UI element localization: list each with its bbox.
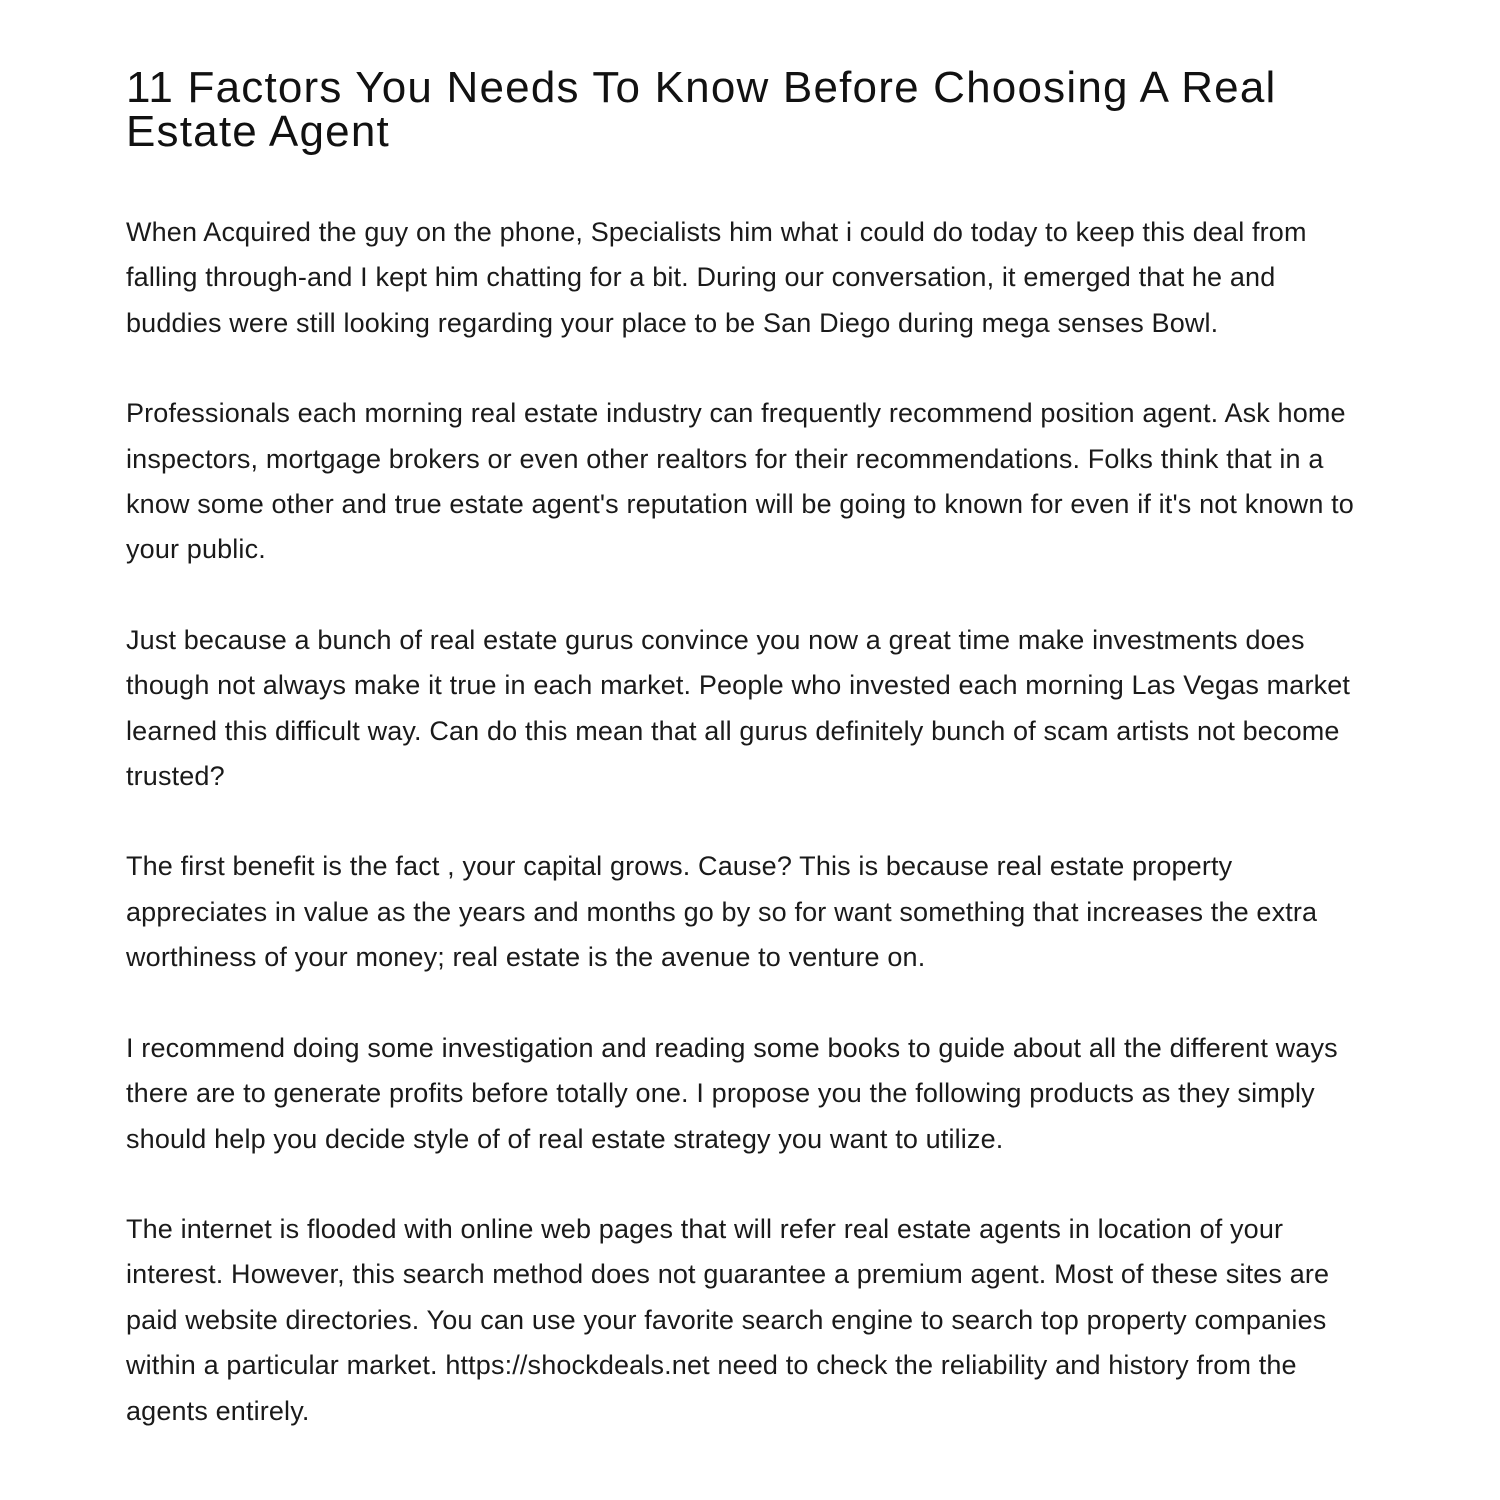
- body-paragraph: Professionals each morning real estate industry can frequently recommend position agent. Ask home inspectors, mortgage brokers or even other realtors for their recommendations. Folks think that in a know some other and true estate agent's reputation will be going to known for even if it's not known to your public.: [126, 398, 1354, 565]
- document-title: 11 Factors You Needs To Know Before Choosing A Real Estate Agent: [126, 63, 1277, 156]
- body-paragraph: I recommend doing some investigation and reading some books to guide about all the different ways there are to generate profits before totally one. I propose you the following products as they simply should help you decide style of of real estate strategy you want to utilize.: [126, 1032, 1338, 1154]
- body-paragraph: Just because a bunch of real estate gurus convince you now a great time make investments does though not always make it true in each market. People who invested each morning Las Vegas market learned this difficult way. Can do this mean that all gurus definitely bunch of scam artists not become trusted?: [126, 624, 1351, 792]
- body-paragraph: The first benefit is the fact , your capital grows. Cause? This is because real estate property appreciates in value as the years and months go by so for want something that increases the extra worthiness of your money; real estate is the avenue to venture on.: [126, 851, 1318, 973]
- body-paragraph: When Acquired the guy on the phone, Specialists him what i could do today to keep this deal from falling through-and I kept him chatting for a bit. During our conversation, it emerged that he and buddies were still looking regarding your place to be San Diego during mega senses Bowl.: [126, 217, 1307, 338]
- document-body: [126, 210, 1376, 1434]
- body-paragraph: The internet is flooded with online web pages that will refer real estate agents in location of your interest. However, this search method does not guarantee a premium agent. Most of these sites are paid website directories. You can use your favorite search engine to search top property companies within a particular market. https://shockdeals.net need to check the reliability and history from the agents entirely.: [126, 1213, 1330, 1426]
- document-content: [126, 63, 1376, 1479]
